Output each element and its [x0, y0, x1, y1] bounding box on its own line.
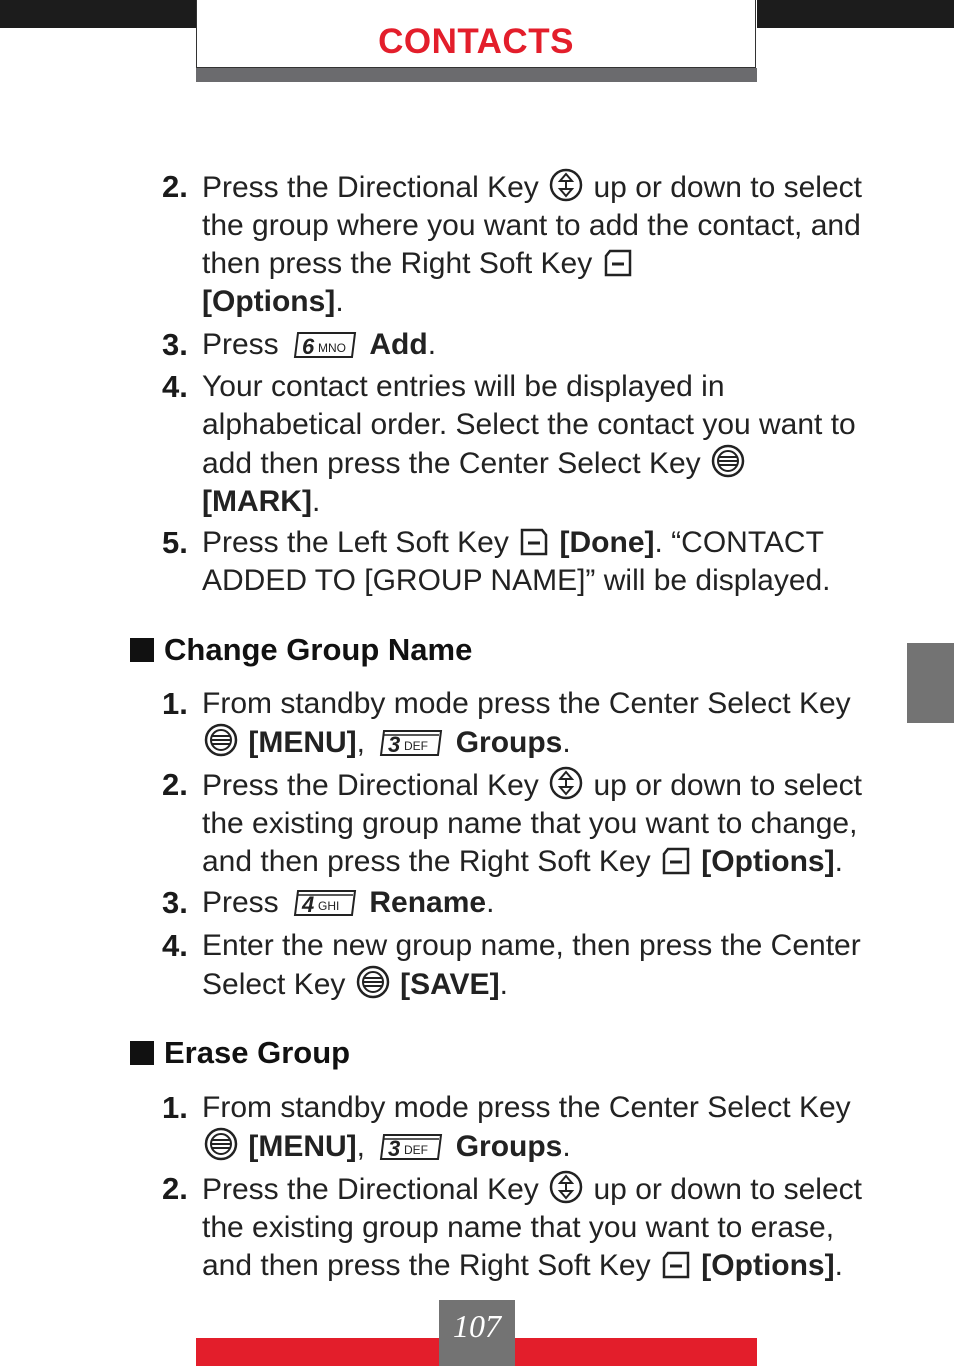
step-text-part: Press [202, 886, 279, 919]
step-text-part: . “CONTACT ADDED TO [GROUP NAME]” will be displayed. [202, 526, 831, 597]
step-bold: [MENU] [248, 726, 357, 759]
header-box [196, 0, 756, 68]
step-text-part: up or down to select the group where you want to add the contact, and then press the Right Soft Key [202, 171, 862, 280]
step-number: 4. [162, 369, 188, 404]
step-text-part: up or down to select the existing group name that you want to erase, and then press the Right Soft Key [202, 1173, 862, 1282]
step-text [202, 685, 892, 762]
svg-text:GHI: GHI [318, 899, 340, 913]
step-text-part: Press the Directional Key [202, 171, 539, 204]
list-item [0, 1170, 954, 1288]
change-steps [0, 685, 954, 1007]
bullet-square-icon [130, 1041, 154, 1065]
list-item [0, 524, 954, 604]
step-text-part: , [356, 1130, 365, 1163]
svg-text:DEF: DEF [404, 739, 429, 753]
step-text-part: . [562, 1130, 571, 1163]
step-text [202, 168, 892, 321]
step-text-part: . [562, 726, 571, 759]
center-select-key-icon [204, 723, 238, 757]
step-number: 4. [162, 928, 188, 963]
step-bold: Groups [455, 1130, 563, 1163]
svg-text:6: 6 [302, 334, 315, 359]
step-text-part: , [356, 726, 365, 759]
step-text [202, 1170, 892, 1285]
directional-key-icon [549, 766, 583, 800]
step-text-part: Press the Left Soft Key [202, 526, 509, 559]
step-text-part: Press the Directional Key [202, 769, 539, 802]
right-soft-key-icon [603, 248, 633, 278]
step-text [202, 927, 892, 1004]
step-bold: Rename [369, 886, 487, 919]
step-number: 3. [162, 885, 188, 920]
step-text-part: up or down to select the existing group name that you want to change, and then press the Right Soft Key [202, 769, 862, 878]
list-item [0, 685, 954, 766]
step-number: 1. [162, 1090, 188, 1125]
list-item [0, 1089, 954, 1170]
center-select-key-icon [356, 965, 390, 999]
step-number: 1. [162, 686, 188, 721]
right-soft-key-icon [661, 1250, 691, 1280]
center-select-key-icon [711, 444, 745, 478]
step-text-part: Press the Directional Key [202, 1173, 539, 1206]
step-bold: [Options] [701, 1249, 835, 1282]
step-text-part: . [499, 968, 508, 1001]
erase-steps [0, 1089, 954, 1288]
step-text-part: . [486, 886, 495, 919]
key-3-icon [379, 728, 443, 758]
key-6-icon [293, 330, 357, 360]
top-bar-right [757, 0, 954, 28]
list-item [0, 884, 954, 927]
left-soft-key-icon [519, 527, 549, 557]
step-text [202, 524, 892, 600]
svg-text:3: 3 [388, 732, 401, 757]
list-item [0, 368, 954, 524]
step-text [202, 766, 892, 881]
step-text-part: . [834, 1249, 843, 1282]
page-title: CONTACTS [378, 22, 574, 61]
bullet-square-icon [130, 638, 154, 662]
step-text [202, 368, 892, 521]
step-text [202, 326, 892, 364]
list-item [0, 766, 954, 884]
svg-text:3: 3 [388, 1136, 401, 1161]
right-soft-key-icon [661, 846, 691, 876]
svg-text:DEF: DEF [404, 1143, 429, 1157]
header-shade [196, 68, 757, 82]
top-bar-left [0, 0, 197, 28]
svg-text:MNO: MNO [318, 341, 347, 355]
step-text-part: . [335, 285, 344, 318]
step-number: 2. [162, 1171, 188, 1206]
section-heading-change [130, 632, 472, 668]
page-number-box [439, 1300, 515, 1366]
step-number: 5. [162, 525, 188, 560]
intro-steps [0, 168, 954, 604]
step-text [202, 884, 892, 922]
key-4-icon [293, 888, 357, 918]
center-select-key-icon [204, 1127, 238, 1161]
step-text-part: . [427, 328, 437, 361]
step-bold: Add [369, 328, 428, 361]
step-bold: [Options] [202, 285, 336, 318]
step-bold: Groups [455, 726, 563, 759]
step-number: 3. [162, 327, 188, 362]
list-item [0, 326, 954, 368]
step-text [202, 1089, 892, 1166]
step-number: 2. [162, 169, 188, 204]
step-text-part: . [311, 485, 321, 518]
step-bold: [MENU] [248, 1130, 357, 1163]
step-text-part: Your contact entries will be displayed in alphabetical order. Select the contact you want to add then press the Center Select Key [202, 370, 856, 480]
step-text-part: From standby mode press the Center Select Key [202, 1091, 851, 1124]
step-text-part: Enter the new group name, then press the Center Select Key [202, 929, 861, 1001]
heading-text: Change Group Name [164, 632, 473, 667]
step-bold: [SAVE] [400, 968, 500, 1001]
list-item [0, 168, 954, 326]
directional-key-icon [549, 1170, 583, 1204]
section-heading-erase [130, 1035, 350, 1071]
step-number: 2. [162, 767, 188, 802]
directional-key-icon [549, 168, 583, 202]
step-text-part: . [834, 845, 843, 878]
step-bold: [Options] [701, 845, 835, 878]
step-text-part: Press [202, 328, 279, 361]
heading-text: Erase Group [164, 1035, 351, 1070]
list-item [0, 927, 954, 1007]
step-bold: [MARK] [202, 485, 312, 518]
step-text-part: From standby mode press the Center Select Key [202, 687, 851, 720]
key-3-icon [379, 1132, 443, 1162]
page-number: 107 [453, 1308, 501, 1344]
step-bold: [Done] [559, 526, 655, 559]
svg-text:4: 4 [302, 892, 315, 917]
